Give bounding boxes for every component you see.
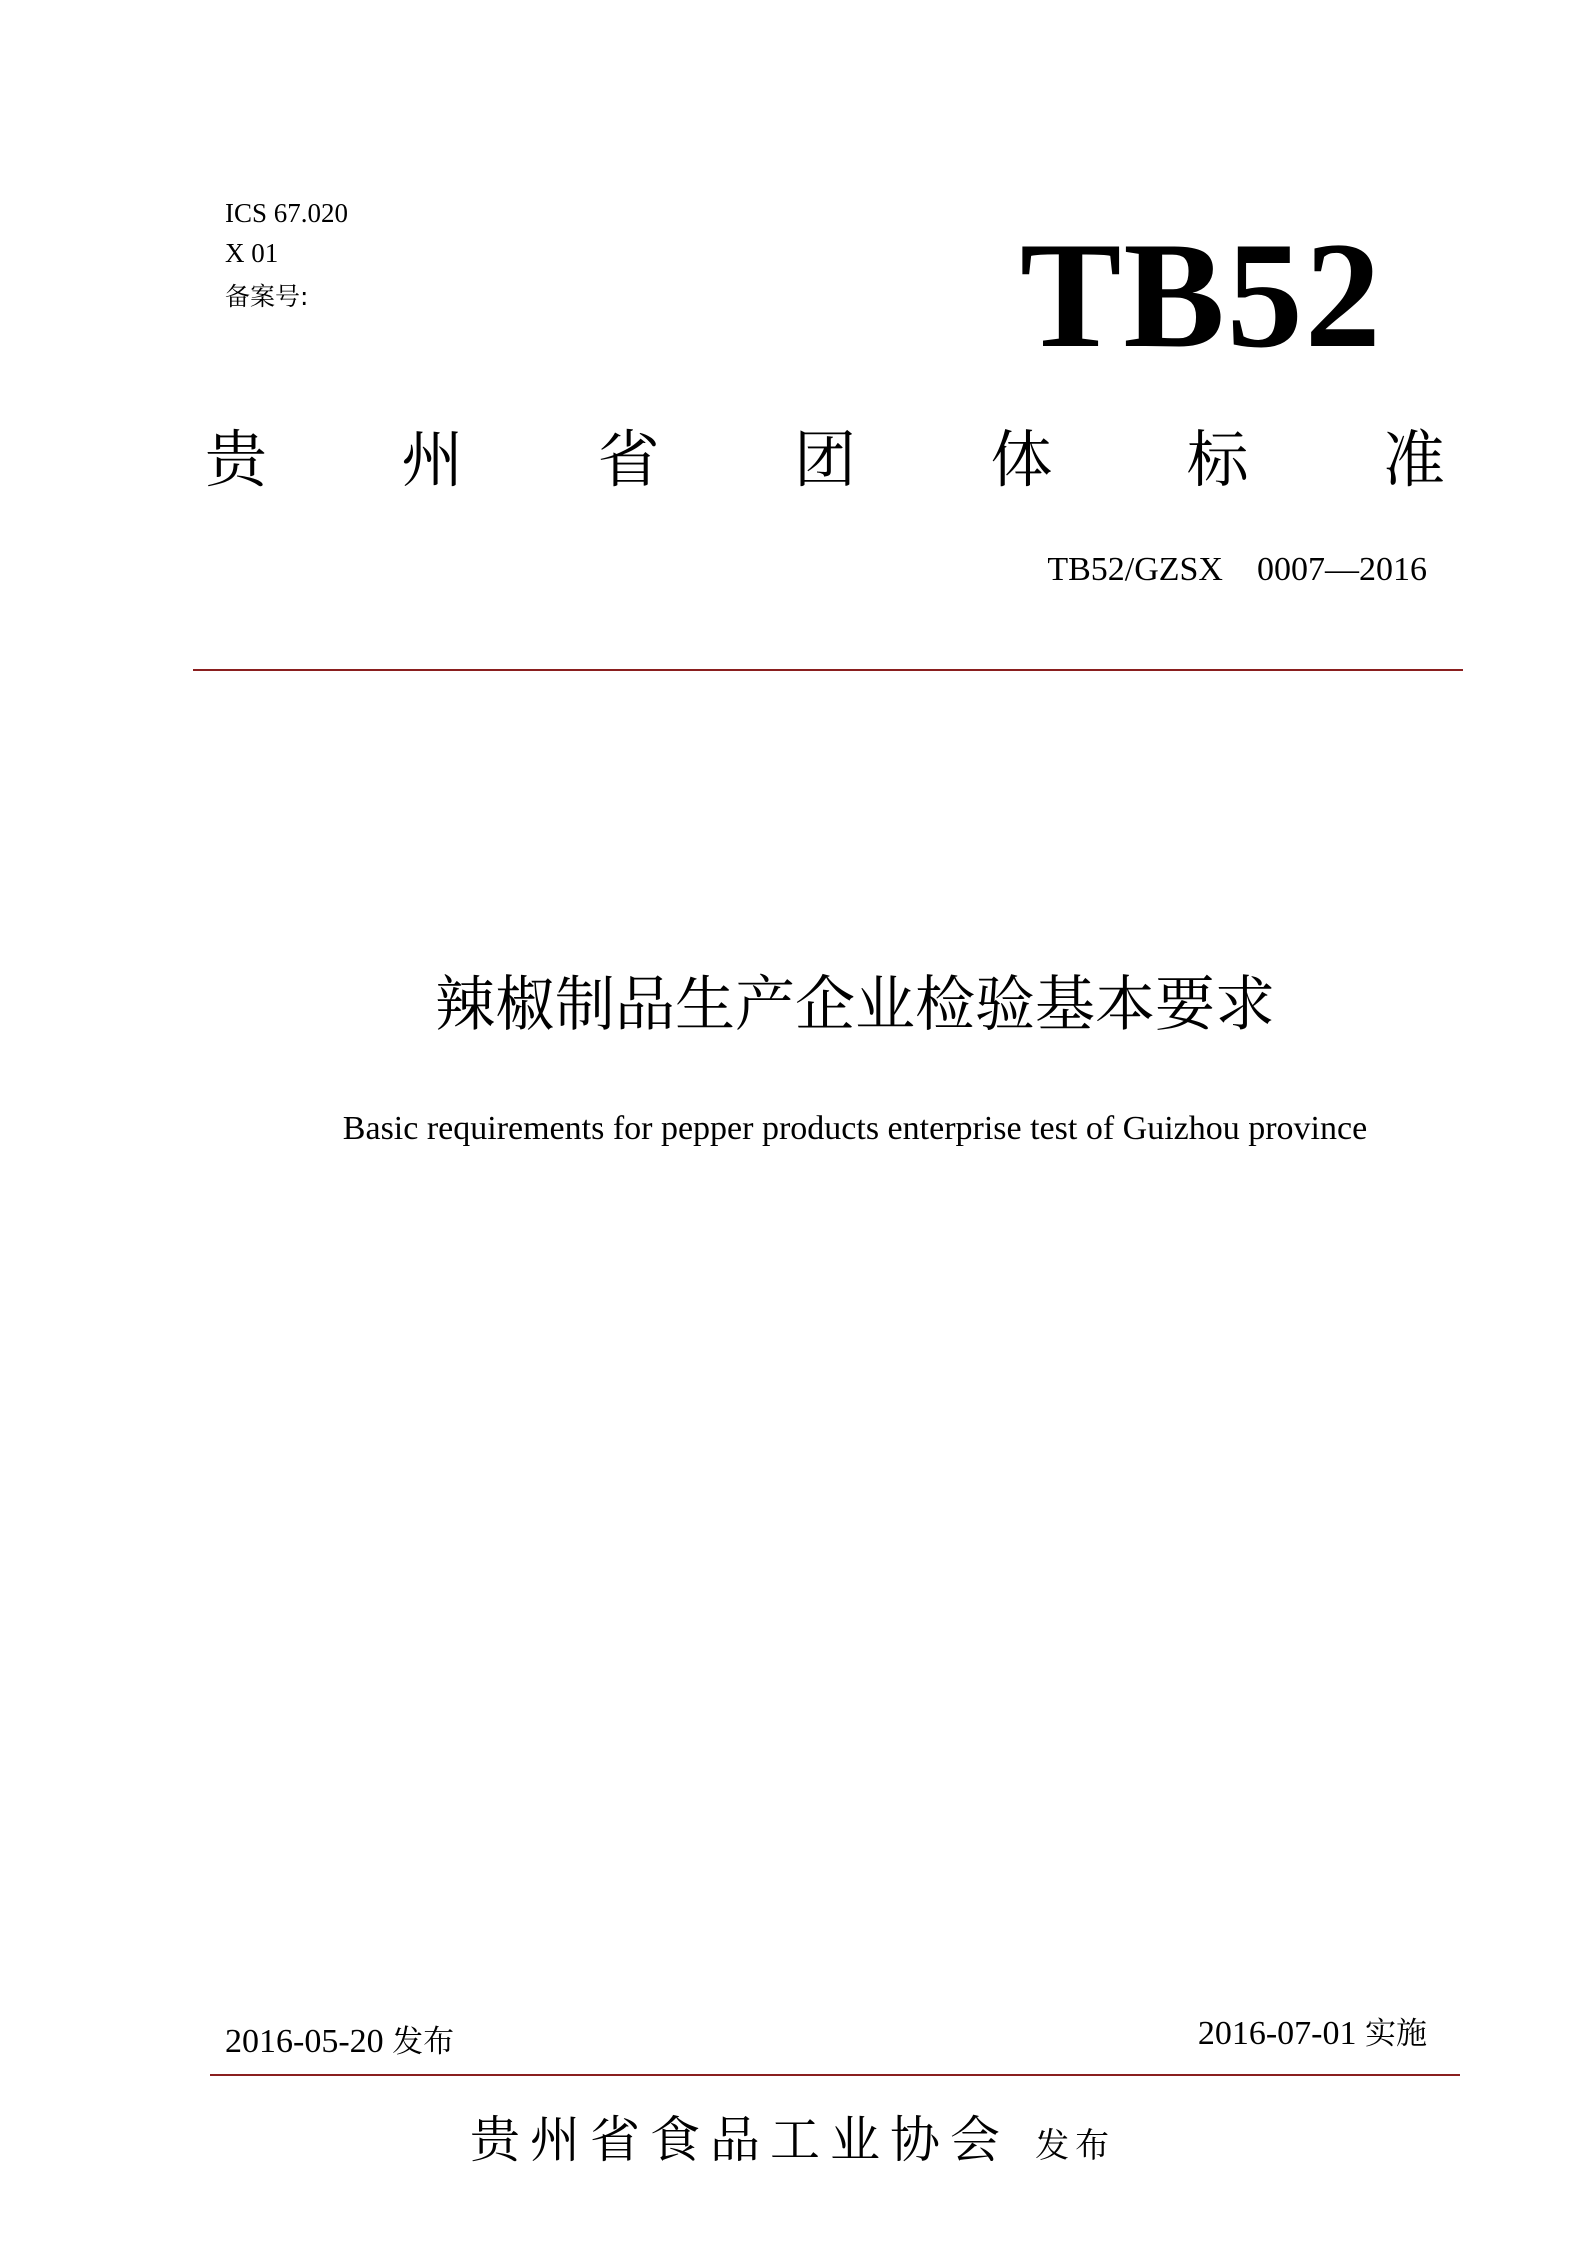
title-chinese: 辣椒制品生产企业检验基本要求 — [435, 970, 1275, 1040]
record-number-label: 备案号: — [225, 282, 309, 311]
implement-date-label: 实施 — [1365, 2016, 1427, 2052]
ics-code: ICS 67.020 — [225, 198, 349, 228]
publish-date-value: 2016-05-20 — [225, 2023, 384, 2060]
publisher-organization: 贵州省食品工业协会 — [470, 2111, 1010, 2169]
publisher — [470, 2105, 1115, 2181]
implement-date-value: 2016-07-01 — [1197, 2015, 1357, 2052]
publish-date — [225, 2020, 454, 2064]
standard-number: TB52/GZSX 0007—2016 — [1047, 551, 1427, 588]
standard-type-char: 州 — [401, 423, 464, 496]
top-divider — [193, 669, 1463, 671]
standard-type-char: 体 — [990, 423, 1053, 496]
category-code: X 01 — [225, 238, 279, 268]
publisher-suffix: 发布 — [1035, 2126, 1116, 2166]
standard-type-char: 准 — [1382, 423, 1445, 496]
bottom-divider — [210, 2074, 1460, 2076]
publish-date-label: 发布 — [392, 2024, 455, 2060]
standard-type-char: 省 — [597, 423, 660, 496]
title-english: Basic requirements for pepper products enterprise test of Guizhou province — [342, 1110, 1368, 1147]
standard-type-char: 贵 — [205, 423, 268, 496]
standard-logo: TB52 — [1020, 211, 1383, 379]
standard-type-char: 团 — [793, 423, 856, 496]
standard-type-char: 标 — [1186, 423, 1249, 496]
implement-date — [1198, 2012, 1427, 2056]
standard-type-heading — [205, 420, 1445, 500]
